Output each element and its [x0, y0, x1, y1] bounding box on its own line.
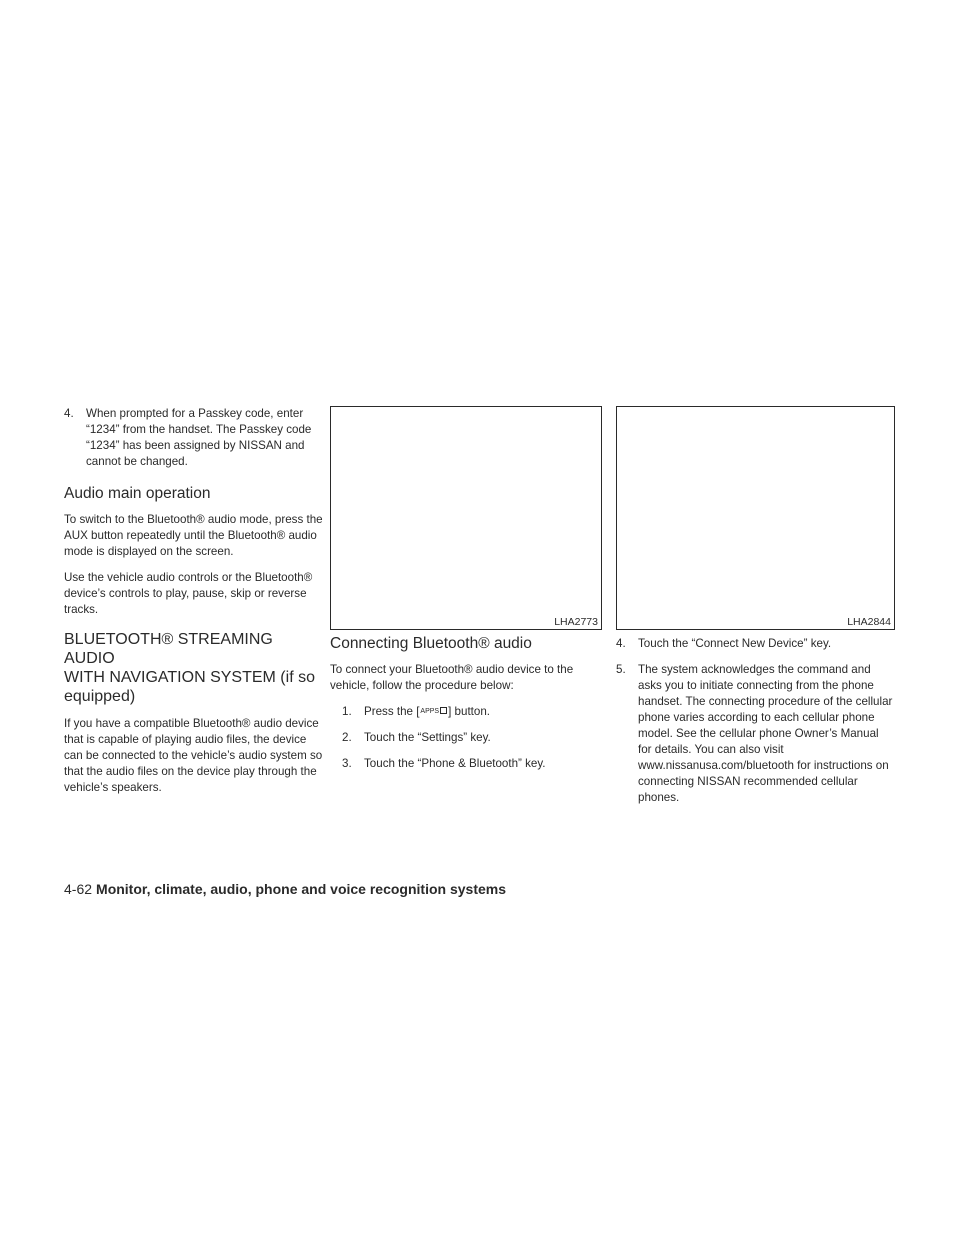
figure-lha2844 [616, 406, 895, 630]
apps-icon [419, 707, 448, 716]
connecting-intro: To connect your Bluetooth® audio device to the vehicle, follow the procedure below: [330, 663, 574, 692]
connecting-audio-heading: Connecting Bluetooth® audio [330, 635, 532, 652]
figure-lha2773 [330, 406, 602, 630]
step-text: Touch the “Phone & Bluetooth” key. [364, 757, 546, 770]
passkey-step [64, 406, 324, 470]
step-text: Touch the “Settings” key. [364, 731, 491, 744]
connect-step-5 [616, 662, 895, 806]
figure-label: LHA2844 [847, 616, 891, 628]
step-text: When prompted for a Passkey code, enter “1234” from the handset. The Passkey code “1234” has been assigned by NISSAN and cannot be changed. [86, 407, 312, 468]
right-column [616, 636, 895, 816]
step-number: 4. [616, 637, 626, 650]
audio-paragraph-2: Use the vehicle audio controls or the Bluetooth® device’s controls to play, pause, skip or reverse tracks. [64, 571, 313, 616]
heading-line: WITH NAVIGATION SYSTEM (if so [64, 669, 315, 686]
connect-step-1 [342, 704, 602, 720]
step-text: Touch the “Connect New Device” key. [638, 637, 832, 650]
page-number: 4-62 [64, 881, 93, 897]
step-text-pre: Press the [ [364, 705, 420, 718]
heading-line: equipped) [64, 688, 136, 705]
step-number: 4. [64, 407, 74, 420]
page-footer [64, 880, 506, 898]
step-text-post: ] button. [448, 705, 491, 718]
heading-line: BLUETOOTH® STREAMING AUDIO [64, 631, 273, 667]
middle-column [330, 632, 602, 782]
connect-step-3 [342, 756, 602, 772]
step-number: 2. [342, 731, 352, 744]
connect-step-2 [342, 730, 602, 746]
audio-paragraph-1: To switch to the Bluetooth® audio mode, press the AUX button repeatedly until the Bluetooth® audio mode is displayed on the screen. [64, 513, 323, 558]
step-number: 1. [342, 705, 352, 718]
connect-step-4 [616, 636, 895, 652]
streaming-paragraph: If you have a compatible Bluetooth® audio device that is capable of playing audio files, the device can be connected to the vehicle’s audio system so that the audio files on the device play through the vehicle’s speakers. [64, 717, 323, 794]
figure-label: LHA2773 [554, 616, 598, 628]
streaming-audio-heading [64, 630, 324, 706]
step-number: 3. [342, 757, 352, 770]
chapter-title: Monitor, climate, audio, phone and voice recognition systems [96, 881, 506, 897]
audio-main-operation-heading: Audio main operation [64, 485, 211, 502]
left-column [64, 406, 324, 806]
step-text: The system acknowledges the command and asks you to initiate connecting from the phone handset. The connecting procedure of the cellular phone varies according to each cellular phone model. See the cellular phone Owner’s Manual for details. You can also visit www.nissanusa.com/bluetooth for instructions on connecting NISSAN recommended cellular phones. [638, 663, 893, 804]
apps-icon-label: APPS [420, 708, 440, 715]
step-number: 5. [616, 663, 626, 676]
